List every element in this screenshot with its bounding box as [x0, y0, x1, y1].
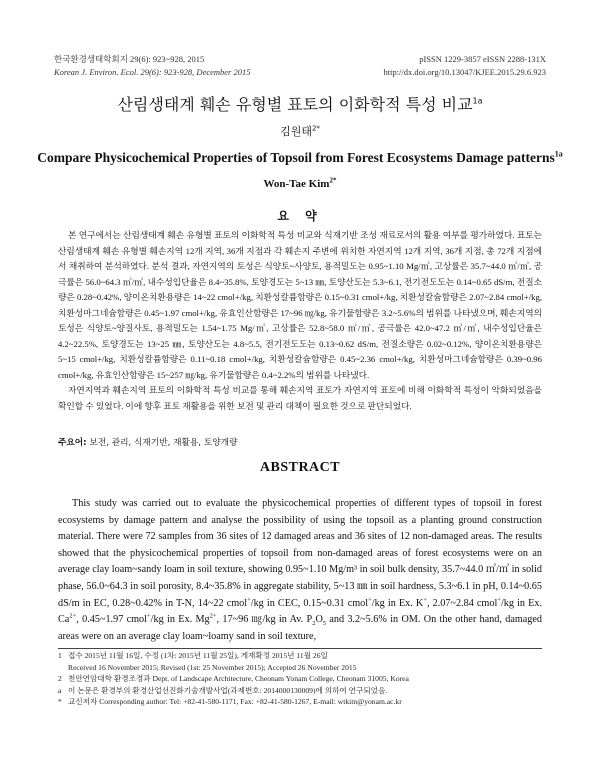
journal-header-right	[383, 53, 546, 79]
keywords-label: 주요어:	[58, 438, 87, 448]
footnote-mark: 2	[58, 674, 62, 684]
title-korean	[0, 92, 600, 115]
title-english-text: Compare Physicochemical Properties of Topsoil from Forest Ecosystems Damage patterns	[37, 150, 555, 165]
footnote-text: 접수 2015년 11월 16일, 수정 (1차: 2015년 11월 25일), 게재확정 2015년 11월 26일	[68, 651, 328, 660]
abstract-superscript: +	[497, 596, 501, 604]
footnote-mark: *	[58, 697, 62, 707]
footnote-mark: 1	[58, 651, 62, 660]
summary-paragraph-2: 자연지역과 훼손지역 표토의 이화학적 특성 비교를 통해 훼손지역 표토가 자연지역 표토에 비해 이화학적 특성이 악화되었음을 확인할 수 있었다. 이에 향후 표토 재활용을 위한 보전 및 관리 대책이 필요한 것으로 판단되었다.	[58, 385, 542, 411]
journal-header-left	[54, 53, 250, 79]
footnote	[58, 673, 548, 685]
journal-citation-en: Korean J. Environ. Ecol. 29(6): 923-928, December 2015	[54, 67, 251, 77]
author-korean-name: 김원태	[280, 125, 312, 138]
abstract-superscript: 2+	[209, 612, 217, 620]
keywords-line	[58, 436, 542, 450]
abstract-superscript: +	[368, 596, 372, 604]
abstract-text: and 3.2~5.6% in OM. On the other hand, damaged areas were on an average clay loam~loamy sand in soil texture,	[58, 614, 542, 642]
abstract-text: /kg in Ex. K	[371, 597, 424, 609]
abstract-text: /kg in Ex. Mg	[150, 614, 210, 626]
abstract-text: , 0.45~1.97 cmol	[76, 614, 147, 626]
abstract-text: /kg in CEC, 0.15~0.31 cmol	[250, 597, 369, 609]
abstract-superscript: 2+	[69, 612, 77, 620]
abstract-heading: ABSTRACT	[259, 460, 341, 475]
abstract-text: , 2.07~2.84 cmol	[426, 597, 498, 609]
author-english-name: Won-Tae Kim	[263, 178, 330, 190]
footnote-text: 천안연암대학 환경조경과 Dept. of Landscape Architecture, Cheonam Yonam College, Cheonam 31005, Korea	[68, 674, 409, 684]
footnote	[58, 685, 548, 697]
summary-body	[58, 228, 542, 414]
abstract-text: /kg in Ex. Ca	[58, 597, 542, 626]
abstract-superscript: +	[423, 596, 427, 604]
footnote	[58, 650, 548, 662]
journal-citation-ko: 한국환경생태학회지 29(6): 923~928, 2015	[54, 54, 205, 64]
footnote-mark: a	[58, 685, 62, 695]
author-korean-footnote-mark: 2*	[311, 124, 320, 133]
footnote-text: Received 16 November 2015; Revised (1st: 25 November 2015); Accepted 26 November 2015	[68, 662, 357, 672]
issn: pISSN 1229-3857 eISSN 2288-131X	[419, 54, 546, 64]
footnote	[58, 662, 548, 674]
abstract-text: in soil bulk density, 35.7~44.0 ㎥/㎥ in solid phase, 56.0~64.3 in soil porosity, 8.4~35.8% in aggregate stability, 5~13 ㎜ in soil hardness, 5.3~6.1 in pH, 0.14~0.65 dS/m in EC, 0.28~0.42% in T-N, 14~22 cmol	[58, 564, 542, 609]
title-korean-text: 산림생태계 훼손 유형별 표토의 이화학적 특성 비교	[117, 95, 473, 114]
keywords-list: 보전, 관리, 식재기반, 재활용, 토양개량	[89, 438, 238, 448]
title-korean-footnote-mark: 1a	[472, 96, 483, 106]
summary-paragraph-1: 본 연구에서는 산림생태계 훼손 유형별 표토의 이화학적 특성 비교와 식재기반 조성 재료로서의 활용 여부를 평가하였다. 표토는 산림생태계 훼손 유형별 훼손지역 12개 지역, 36개 지점과 각 훼손지 주변에 위치한 자연지역 12개 지역, 36개 지점, 총 72개 지점에서 채취하여 분석하였다. 분석 결과, 자연지역의 토성은 식양토~사양토, 용적밀도는 0.95~1.10 Mg/㎥, 고상률은 35.7~44.0 ㎥/㎥, 공극률은 56.0~64.3 ㎥/㎥, 내수성입단율은 8.4~35.8%, 토양경도는 5~13 ㎜, 토양산도는 5.3~6.1, 전기전도도는 0.14~0.65 dS/m, 전질소량은 0.28~0.42%, 양이온치환용량은 14~22 cmol+/kg, 치환성칼륨함량은 0.15~0.31 cmol+/kg, 치환성칼슘함량은 2.07~2.84 cmol+/kg, 치환성마그네슘함량은 0.45~1.97 cmol+/kg, 유효인산함량은 17~96 ㎎/kg, 유기물함량은 3.2~5.6%의 범위를 나타냈으며, 훼손지역의 토성은 식양토~양질사토, 용적밀도는 1.54~1.75 Mg/㎥, 고상률은 52.8~58.0 ㎥/㎥, 공극률은 42.0~47.2 ㎥/㎥, 내수성입단율은 4.2~22.5%, 토양경도는 13~25 ㎜, 토양산도는 4.8~5.5, 전기전도도는 0.13~0.62 dS/m, 전질소량은 0.02~0.12%, 양이온치환용량은 5~15 cmol+/kg, 치환성칼륨함량은 0.11~0.18 cmol+/kg, 치환성칼슘함량은 0.45~2.36 cmol+/kg, 치환성마그네슘함량은 0.39~0.96 cmol+/kg, 유효인산함량은 15~257 ㎎/kg, 유기물함량은 0.4~2.2%의 범위를 나타냈다.	[58, 230, 542, 380]
title-english	[0, 150, 600, 166]
abstract-superscript: +	[247, 596, 251, 604]
abstract-body	[58, 496, 542, 645]
doi-link[interactable]: http://dx.doi.org/10.13047/KJEE.2015.29.6.923	[383, 67, 546, 77]
footnote-text: 교신저자 Corresponding author: Tel: +82-41-580-1171, Fax: +82-41-580-1267, E-mail: wtkim@yonam.ac.kr	[68, 697, 402, 707]
footnote	[58, 696, 548, 708]
footnote-divider	[58, 648, 542, 649]
abstract-text: O	[315, 614, 323, 626]
footnote-text: 이 논문은 환경부의 환경산업선진화기술개발사업(과제번호: 2014000130009)에 의하여 연구되었음.	[68, 685, 388, 695]
abstract-subscript: 2	[312, 620, 316, 628]
author-english	[0, 178, 600, 190]
summary-heading: 요 약	[277, 209, 323, 223]
abstract-text: , 17~96 ㎎/kg in Av. P	[216, 614, 313, 626]
abstract-superscript: +	[147, 612, 151, 620]
title-english-footnote-mark: 1a	[554, 149, 563, 159]
abstract-text: This study was carried out to evaluate the physicochemical properties of different types of topsoil in forest ecosystems by damage pattern and analyse the possibility of using the topsoil as a planting ground construction material. There were 72 samples from 36 sites of 12 damaged areas and 36 sites of 12 non-damaged areas. The results showed that the physicochemical properties of topsoil from non-damaged areas of forest ecosystems were on an average clay loam~sandy loam in soil texture, showing 0.95~1.10 Mg/	[58, 498, 542, 576]
footnotes	[58, 650, 548, 708]
author-english-footnote-mark: 2*	[329, 176, 337, 185]
author-korean	[0, 123, 600, 139]
abstract-text: m³	[346, 564, 358, 576]
abstract-subscript: 5	[322, 620, 327, 628]
